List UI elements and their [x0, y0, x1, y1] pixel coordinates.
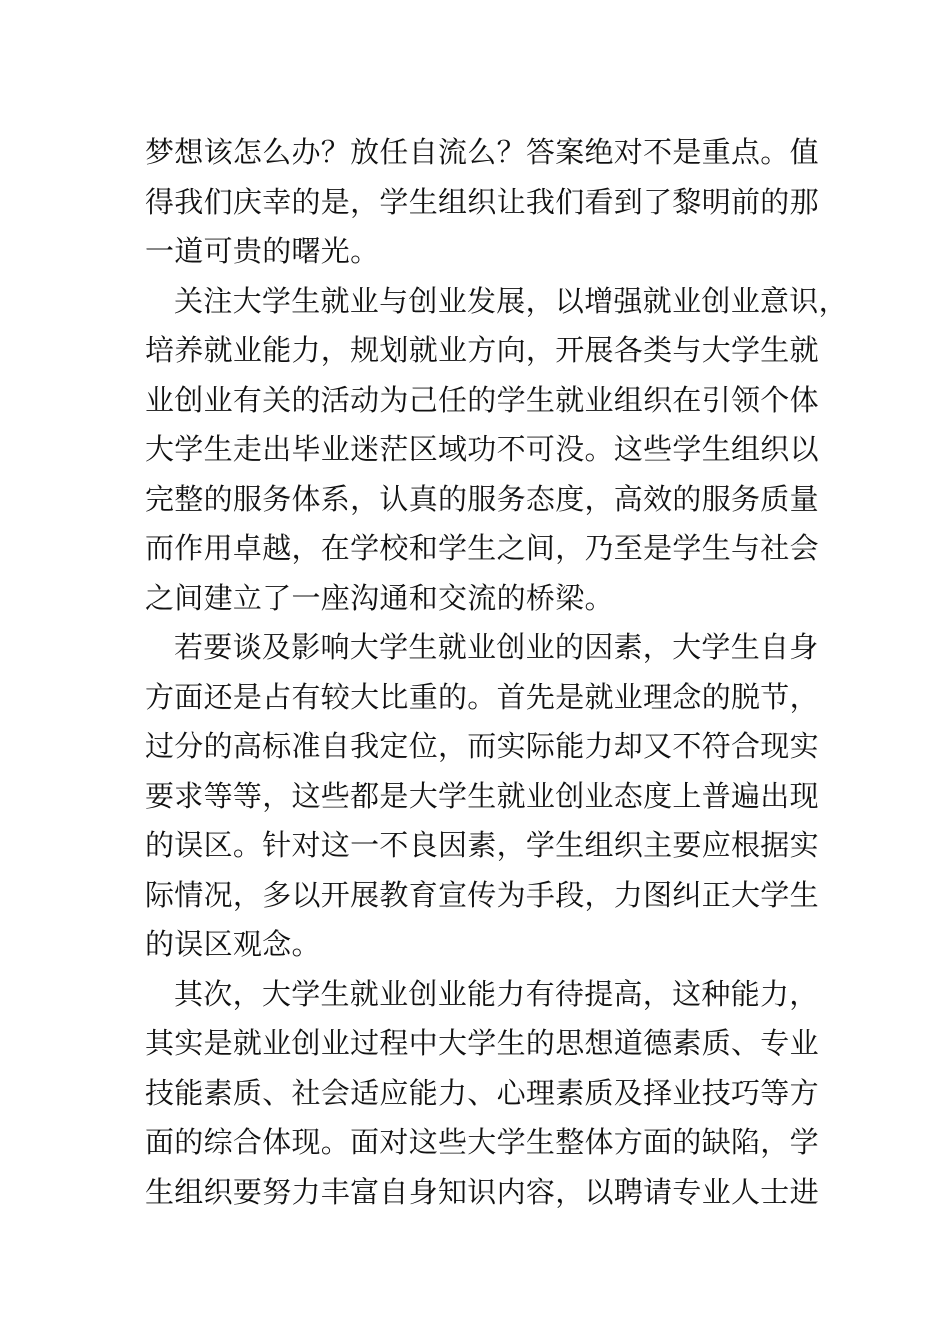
text-line: 一道可贵的曙光。: [145, 234, 380, 268]
text-line: 过分的高标准自我定位，而实际能力却又不符合现实: [145, 729, 819, 763]
text-line: 培养就业能力，规划就业方向，开展各类与大学生就: [145, 333, 819, 367]
text-line: 技能素质、社会适应能力、心理素质及择业技巧等方: [145, 1075, 819, 1110]
text-line: 际情况，多以开展教育宣传为手段，力图纠正大学生: [145, 877, 819, 912]
text-line: 生组织要努力丰富自身知识内容，以聘请专业人士进: [145, 1174, 819, 1209]
text-line: 而作用卓越，在学校和学生之间，乃至是学生与社会: [145, 531, 819, 565]
paragraph-first-line: 若要谈及影响大学生就业创业的因素，大学生自身: [174, 630, 819, 664]
paragraph-first-line: 关注大学生就业与创业发展，以增强就业创业意识，: [174, 283, 848, 318]
text-line: 大学生走出毕业迷茫区域功不可没。这些学生组织以: [145, 432, 819, 466]
text-line: 要求等等，这些都是大学生就业创业态度上普遍出现: [145, 778, 819, 813]
paragraph-first-line: 其次，大学生就业创业能力有待提高，这种能力，: [174, 976, 819, 1011]
text-line: 的误区观念。: [145, 927, 321, 961]
text-line: 其实是就业创业过程中大学生的思想道德素质、专业: [145, 1026, 819, 1060]
text-line: 之间建立了一座沟通和交流的桥梁。: [145, 580, 614, 615]
text-line: 方面还是占有较大比重的。首先是就业理念的脱节，: [145, 679, 819, 714]
text-line: 面的综合体现。面对这些大学生整体方面的缺陷，学: [145, 1125, 819, 1159]
text-line: 完整的服务体系，认真的服务态度，高效的服务质量: [145, 481, 819, 516]
text-line: 得我们庆幸的是，学生组织让我们看到了黎明前的那: [145, 184, 819, 219]
text-line: 的误区。针对这一不良因素，学生组织主要应根据实: [145, 828, 819, 862]
text-line: 梦想该怎么办？放任自流么？答案绝对不是重点。值: [145, 135, 819, 169]
document-body: [145, 128, 848, 1217]
text-line: 业创业有关的活动为己任的学生就业组织在引领个体: [145, 382, 819, 417]
